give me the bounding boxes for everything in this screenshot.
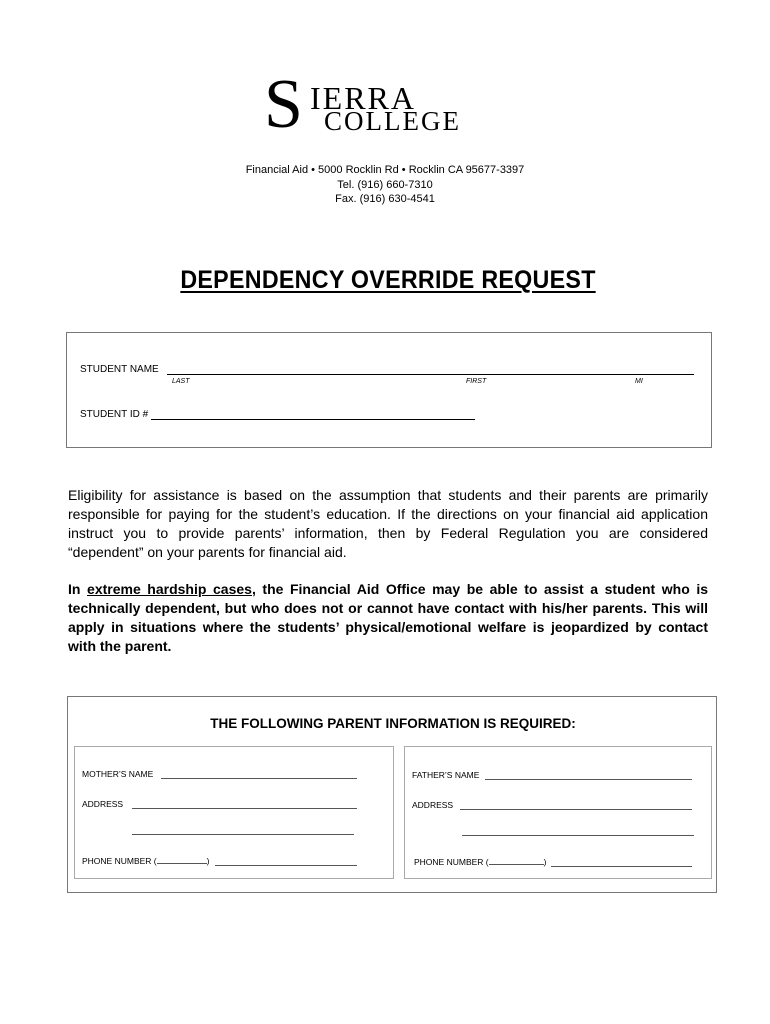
last-name-caption: LAST xyxy=(172,378,190,385)
logo-word-college: COLLEGE xyxy=(324,106,461,136)
father-area-code-field[interactable] xyxy=(489,857,544,865)
student-id-label: STUDENT ID # xyxy=(80,409,149,420)
contact-fax: Fax. (916) 630-4541 xyxy=(335,193,435,205)
father-name-field[interactable] xyxy=(485,779,692,780)
father-address-field-2[interactable] xyxy=(462,835,694,836)
mother-phone-label: PHONE NUMBER ( ) xyxy=(82,856,210,866)
contact-phone: Tel. (916) 660-7310 xyxy=(337,179,433,191)
mother-address-label: ADDRESS xyxy=(82,799,124,809)
sierra-college-logo xyxy=(264,66,496,143)
eligibility-paragraph: Eligibility for assistance is based on the assumption that students and their parents are primarily responsible for paying for the student’s education. If the directions on your financial aid application instruct you to provide parents’ information, then by Federal Regulation you are considered “dependent” on your parents for financial aid. xyxy=(68,487,708,560)
father-info-box xyxy=(404,746,712,879)
mother-name-field[interactable] xyxy=(161,778,357,779)
hardship-paragraph xyxy=(68,580,708,656)
mother-address-field-2[interactable] xyxy=(132,834,354,835)
mother-phone-field[interactable] xyxy=(215,865,357,866)
father-address-label: ADDRESS xyxy=(412,800,454,810)
hardship-lead: In xyxy=(68,581,88,597)
middle-initial-caption: MI xyxy=(635,378,643,385)
father-phone-label: PHONE NUMBER ( ) xyxy=(414,857,547,867)
parent-info-box xyxy=(67,696,717,893)
father-name-label: FATHER’S NAME xyxy=(412,770,480,780)
student-name-label: STUDENT NAME xyxy=(80,364,159,375)
father-phone-field[interactable] xyxy=(551,866,692,867)
mother-info-box xyxy=(74,746,394,879)
form-title: DEPENDENCY OVERRIDE REQUEST xyxy=(180,266,596,294)
mother-name-label: MOTHER’S NAME xyxy=(82,769,154,779)
parent-info-heading: THE FOLLOWING PARENT INFORMATION IS REQUIRED: xyxy=(210,716,576,731)
student-info-box xyxy=(66,332,712,448)
hardship-emphasis: extreme hardship cases xyxy=(87,581,252,597)
student-name-field[interactable] xyxy=(167,374,694,375)
father-address-field[interactable] xyxy=(460,809,692,810)
student-id-field[interactable] xyxy=(151,419,475,420)
contact-address: Financial Aid • 5000 Rocklin Rd • Rocklin CA 95677-3397 xyxy=(245,164,525,176)
first-name-caption: FIRST xyxy=(466,378,487,385)
mother-area-code-field[interactable] xyxy=(157,856,207,864)
logo-word-sierra: IERRA xyxy=(310,80,416,116)
logo-letter-s: S xyxy=(264,66,303,143)
hardship-rest: , the Financial Aid Office may be able to assist a student who is technically dependent, but who does not or cannot have contact with his/her parents. This will apply in situations where the students’ physical/emotional welfare is jeopardized by contact with the parent. xyxy=(68,581,708,654)
mother-address-field[interactable] xyxy=(132,808,357,809)
